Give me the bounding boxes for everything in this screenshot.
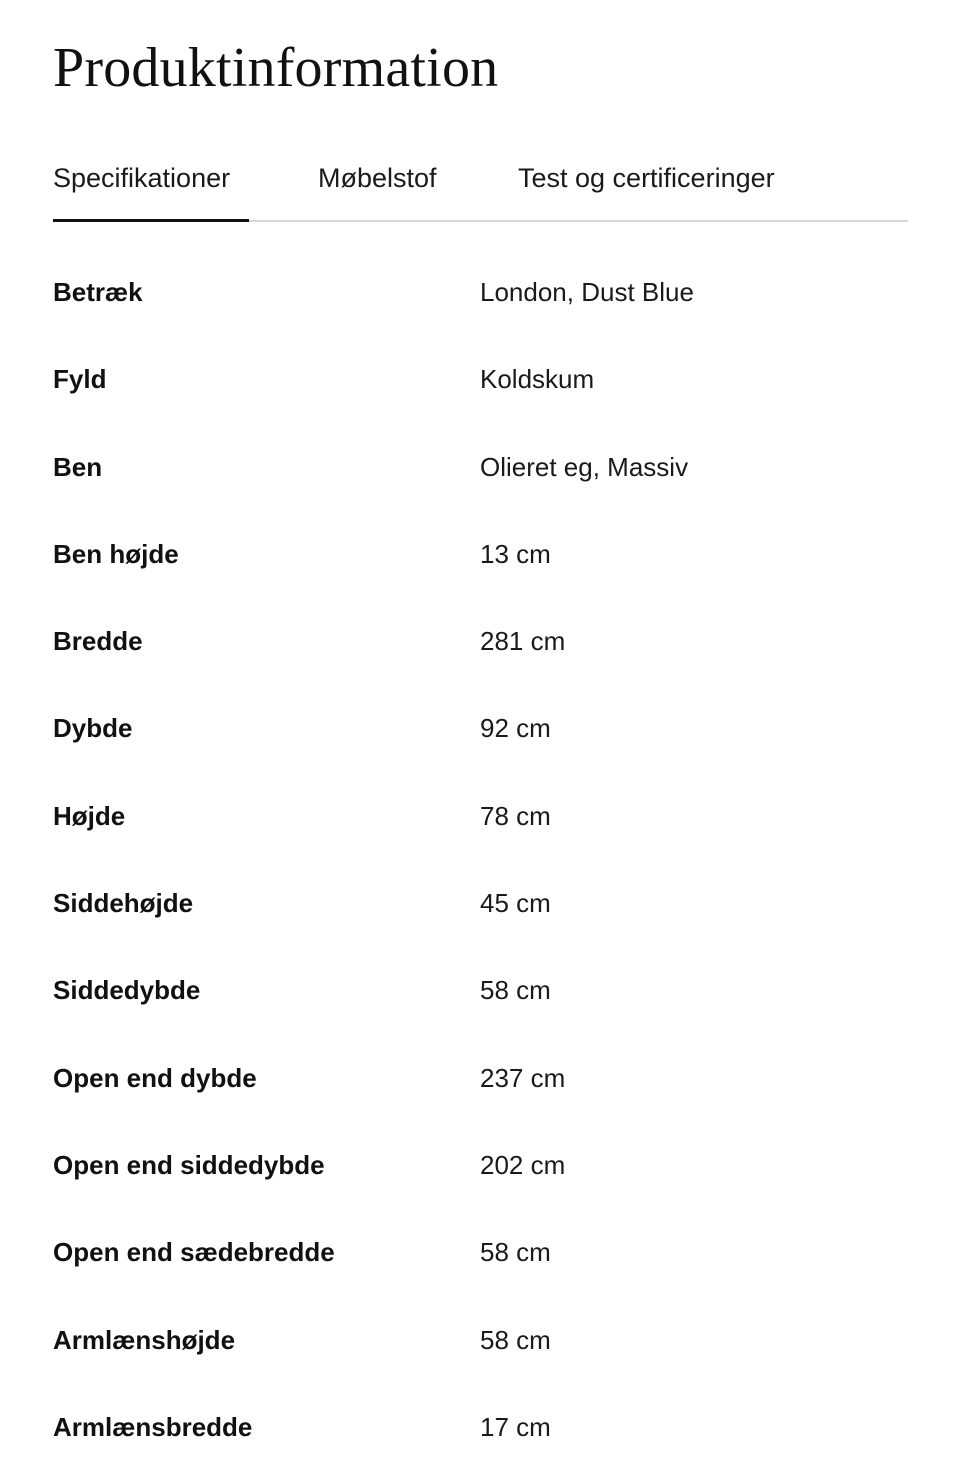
spec-value: 202 cm xyxy=(480,1149,566,1180)
spec-label: Ben højde xyxy=(53,538,179,569)
spec-value: 58 cm xyxy=(480,975,551,1006)
spec-label: Fyld xyxy=(53,364,107,395)
spec-row xyxy=(53,684,908,771)
spec-row xyxy=(53,423,908,510)
spec-row xyxy=(53,859,908,946)
tab-moebelstof[interactable]: Møbelstof xyxy=(318,163,437,193)
spec-row xyxy=(53,510,908,597)
spec-label: Armlænsbredde xyxy=(53,1411,253,1442)
specifications-list xyxy=(53,248,908,1470)
spec-row xyxy=(53,597,908,684)
tab-test-og-certificeringer[interactable]: Test og certificeringer xyxy=(518,163,775,193)
spec-row xyxy=(53,1208,908,1295)
spec-label: Open end sædebredde xyxy=(53,1237,335,1268)
spec-row xyxy=(53,1121,908,1208)
spec-value: 78 cm xyxy=(480,800,551,831)
tab-bar xyxy=(53,150,908,222)
spec-label: Højde xyxy=(53,800,126,831)
tab-specifikationer[interactable]: Specifikationer xyxy=(53,163,231,193)
spec-row xyxy=(53,335,908,422)
spec-label: Siddedybde xyxy=(53,975,201,1006)
spec-label: Betræk xyxy=(53,277,143,307)
spec-value: 237 cm xyxy=(480,1062,566,1093)
spec-row xyxy=(53,946,908,1033)
active-tab-indicator xyxy=(53,219,249,222)
spec-value: 58 cm xyxy=(480,1324,551,1355)
spec-value: London, Dust Blue xyxy=(480,277,694,307)
spec-label: Ben xyxy=(53,451,103,482)
spec-value: Koldskum xyxy=(480,364,595,395)
spec-row xyxy=(53,248,908,335)
spec-row xyxy=(53,1034,908,1121)
spec-value: 92 cm xyxy=(480,713,551,744)
spec-value: 45 cm xyxy=(480,888,551,919)
spec-label: Open end siddedybde xyxy=(53,1149,325,1180)
spec-label: Bredde xyxy=(53,626,143,657)
spec-value: 281 cm xyxy=(480,626,566,657)
spec-value: 58 cm xyxy=(480,1237,551,1268)
spec-row xyxy=(53,772,908,859)
spec-label: Siddehøjde xyxy=(53,888,194,919)
spec-row xyxy=(53,1383,908,1470)
spec-value: 13 cm xyxy=(480,538,551,569)
spec-value: 17 cm xyxy=(480,1411,551,1442)
spec-value: Olieret eg, Massiv xyxy=(480,451,689,482)
spec-label: Dybde xyxy=(53,713,133,744)
spec-label: Armlænshøjde xyxy=(53,1324,236,1355)
spec-row xyxy=(53,1296,908,1383)
page-title: Produktinformation xyxy=(53,37,499,99)
spec-label: Open end dybde xyxy=(53,1062,257,1093)
